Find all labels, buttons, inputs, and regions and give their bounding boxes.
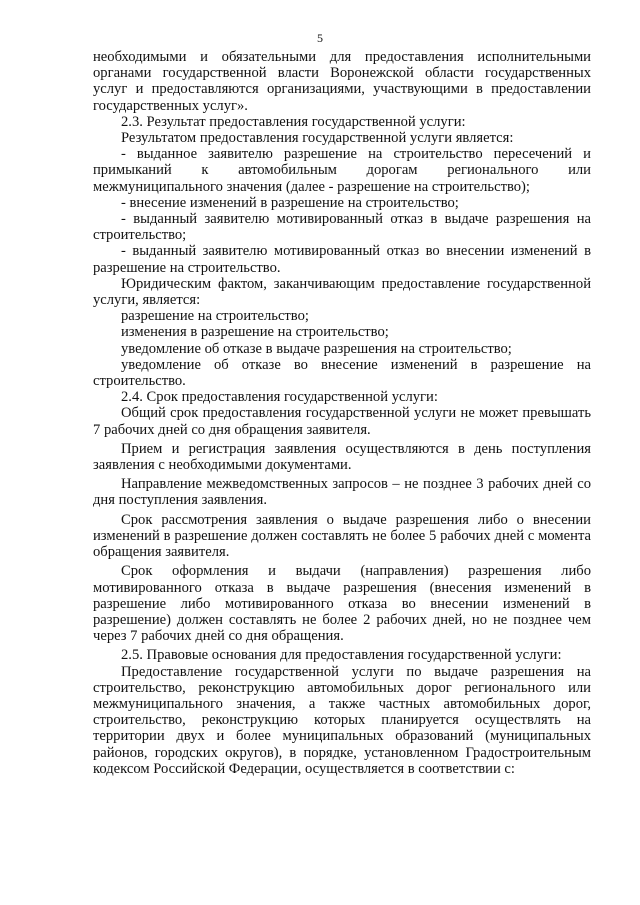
paragraph: Результатом предоставления государственной услуги является: [121, 130, 514, 147]
document-body [93, 49, 591, 777]
section-heading-2-3: 2.3. Результат предоставления государственной услуги: [121, 113, 466, 130]
paragraph: Срок оформления и выдачи (направления) разрешения либо мотивированного отказа в выдаче разрешения (внесения изменений в разрешение либо мотивированного отказа во внесении изменений в разрешение) должен составлять не более 2 рабочих дней, но не позднее чем через 7 рабочих дней со дня обращения. [93, 563, 591, 645]
paragraph: Срок рассмотрения заявления о выдаче разрешения либо о внесении изменений в разрешение должен составлять не более 5 рабочих дней с момента обращения заявителя. [93, 511, 591, 561]
paragraph: Направление межведомственных запросов – не позднее 3 рабочих дней со дня поступления заявления. [93, 476, 591, 509]
list-item: - внесение изменений в разрешение на строительство; [121, 194, 459, 211]
paragraph: Юридическим фактом, заканчивающим предоставление государственной услуги, является: [93, 275, 591, 309]
paragraph: Прием и регистрация заявления осуществляются в день поступления заявления с необходимыми документами. [93, 440, 591, 474]
section-heading-2-5: 2.5. Правовые основания для предоставления государственной услуги: [121, 647, 562, 664]
list-item: - выданный заявителю мотивированный отказ в выдаче разрешения на строительство; [93, 211, 591, 244]
page-number: 5 [317, 31, 323, 45]
list-item: - выданный заявителю мотивированный отказ во внесении изменений в разрешение на строительство. [93, 243, 591, 276]
list-item: - выданное заявителю разрешение на строительство пересечений и примыканий к автомобильным дорогам регионального или межмуниципального значения (далее - разрешение на строительство); [93, 146, 591, 195]
list-item: изменения в разрешение на строительство; [121, 324, 389, 341]
paragraph-continuation: необходимыми и обязательными для предоставления исполнительными органами государственной власти Воронежской области государственных услуг и предоставляются организациями, участвующими в предоставлении государственных услуг». [93, 49, 591, 114]
list-item: уведомление об отказе в выдаче разрешения на строительство; [121, 340, 512, 357]
list-item: разрешение на строительство; [121, 308, 309, 325]
list-item: уведомление об отказе во внесение изменений в разрешение на строительство. [93, 356, 591, 390]
section-heading-2-4: 2.4. Срок предоставления государственной услуги: [121, 389, 438, 406]
paragraph: Общий срок предоставления государственной услуги не может превышать 7 рабочих дней со дня обращения заявителя. [93, 405, 591, 438]
paragraph: Предоставление государственной услуги по выдаче разрешения на строительство, реконструкцию автомобильных дорог регионального или межмуниципального значения, а также частных автомобильных дорог, строительство, реконструкцию которых планируется осуществлять на территории двух и более муниципальных образований (муниципальных районов, городских округов), в порядке, установленном Градостроительным кодексом Российской Федерации, осуществляется в соответствии с: [93, 663, 591, 777]
